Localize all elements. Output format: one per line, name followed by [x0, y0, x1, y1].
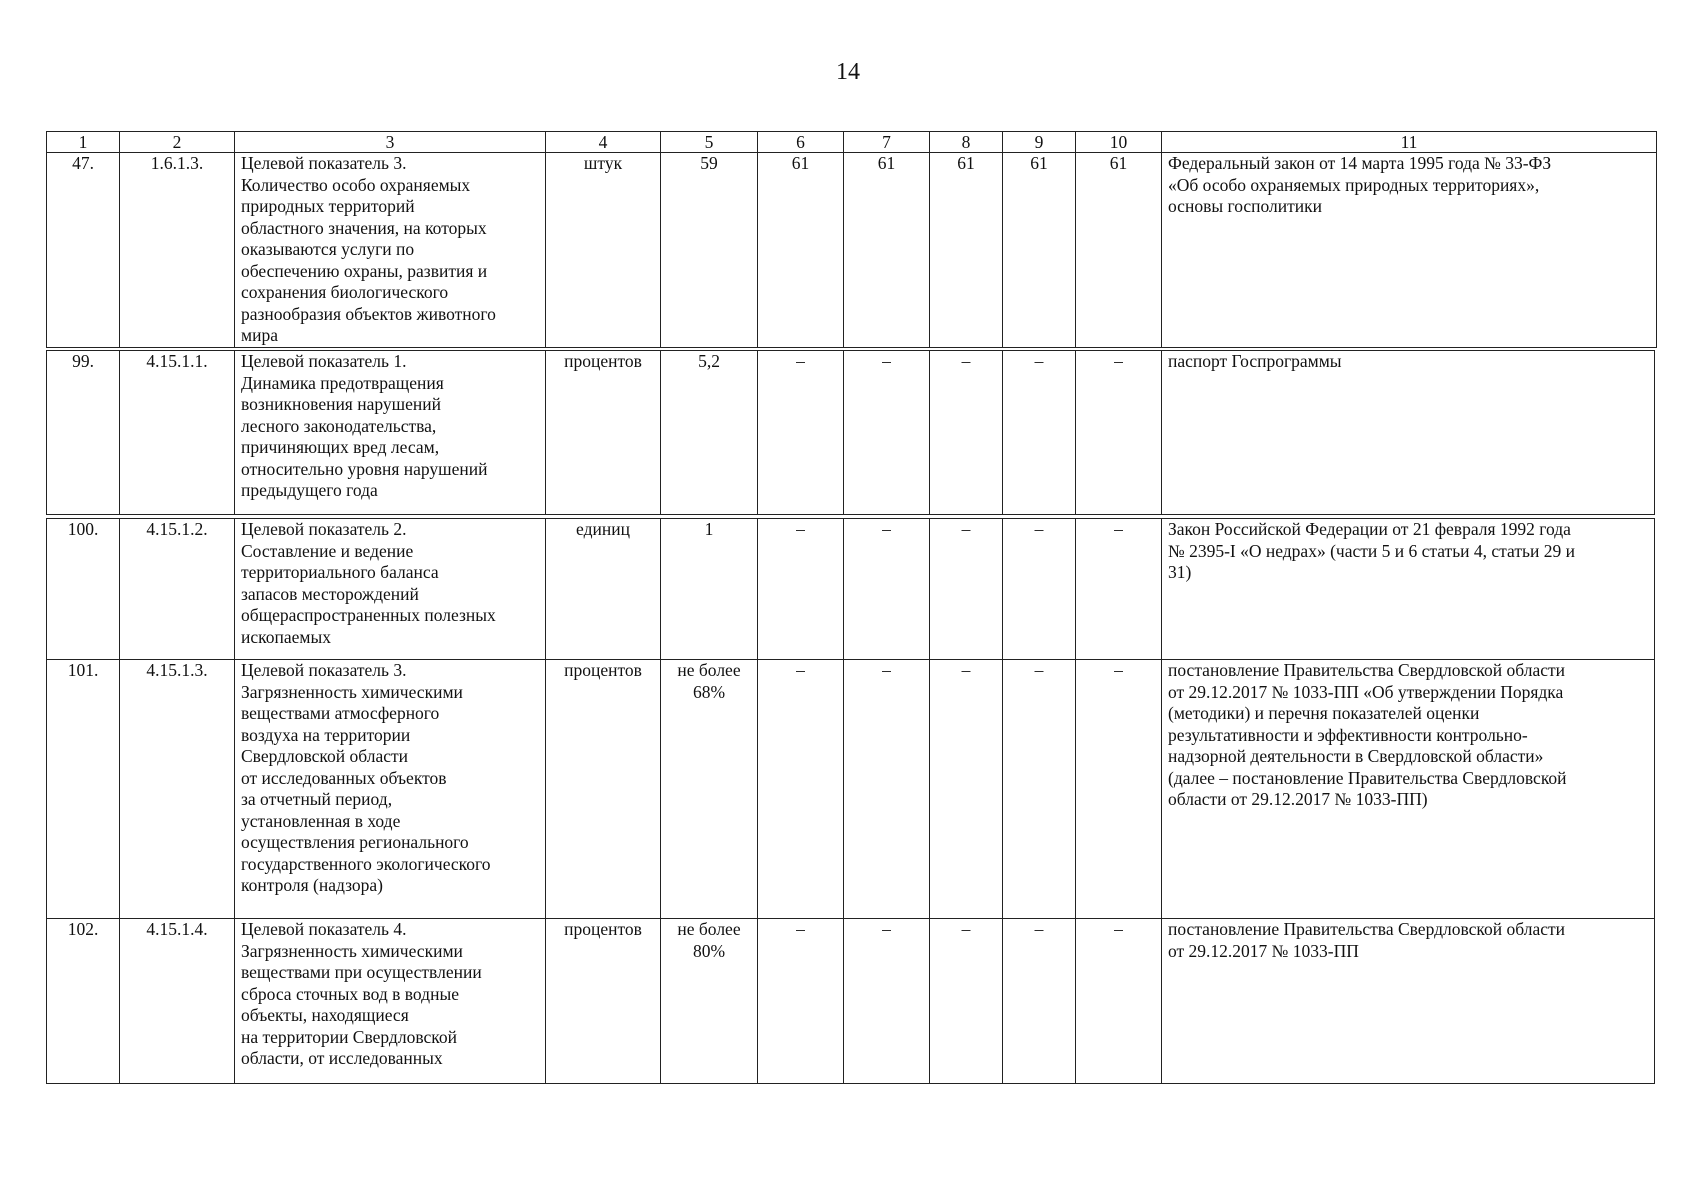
indicator-line: Составление и ведение [241, 540, 414, 561]
value-cell: – [758, 919, 844, 1084]
indicator-line: воздуха на территории [241, 724, 411, 745]
value-cell: – [1076, 919, 1162, 1084]
source-line: (далее – постановление Правительства Свердловской [1168, 767, 1567, 788]
row-number: 99. [47, 351, 120, 515]
value-cell: 61 [1003, 153, 1076, 348]
source-line: результативности и эффективности контрольно- [1168, 724, 1528, 745]
value-cell: 61 [930, 153, 1003, 348]
source-line: постановление Правительства Свердловской области [1168, 660, 1566, 680]
source-line: (методики) и перечня показателей оценки [1168, 703, 1480, 723]
unit-cell: штук [546, 153, 661, 348]
indicator-line: сброса сточных вод в водные [241, 983, 459, 1004]
indicator-line: причиняющих вред лесам, [241, 437, 440, 457]
value-cell: – [1076, 351, 1162, 515]
indicator-line: объекты, находящиеся [241, 1005, 409, 1025]
source-line: постановление Правительства Свердловской области [1168, 919, 1566, 939]
column-header: 11 [1162, 132, 1657, 153]
value-cell: 5,2 [661, 351, 758, 515]
source-line: 31) [1168, 562, 1192, 582]
value-cell: – [844, 660, 930, 919]
column-header: 1 [47, 132, 120, 153]
indicator-line: обеспечению охраны, развития и [241, 260, 488, 281]
row-number: 47. [47, 153, 120, 348]
indicator-text [235, 660, 546, 919]
indicator-line: контроля (надзора) [241, 875, 383, 895]
column-header: 6 [758, 132, 844, 153]
indicator-line: Целевой показатель 2. [241, 519, 407, 539]
column-header: 5 [661, 132, 758, 153]
value-cell: – [1003, 660, 1076, 919]
source-text [1162, 351, 1655, 515]
indicator-line: относительно уровня нарушений [241, 458, 488, 479]
indicator-line: Целевой показатель 3. [241, 660, 407, 680]
source-text [1162, 660, 1655, 919]
value-cell: – [930, 660, 1003, 919]
indicator-line: на территории Свердловской [241, 1026, 457, 1047]
source-line: «Об особо охраняемых природных территориях», [1168, 174, 1540, 195]
unit-cell: единиц [546, 519, 661, 660]
source-line: № 2395-I «О недрах» (части 5 и 6 статьи 4, статьи 29 и [1168, 540, 1575, 561]
row-number: 102. [47, 919, 120, 1084]
value-line: 80% [692, 940, 726, 961]
value-line: не более [677, 919, 741, 939]
table-row [47, 519, 1655, 660]
indicator-line: оказываются услуги по [241, 239, 415, 259]
value-cell: – [844, 351, 930, 515]
column-header: 2 [120, 132, 235, 153]
indicator-line: запасов месторождений [241, 583, 419, 604]
source-line: Федеральный закон от 14 марта 1995 года № 33-ФЗ [1168, 153, 1552, 173]
value-line: 68% [692, 681, 726, 702]
source-line: основы госполитики [1168, 196, 1323, 216]
indicator-line: от исследованных объектов [241, 767, 447, 788]
indicator-line: осуществления регионального [241, 832, 469, 852]
value-cell: – [844, 519, 930, 660]
value-cell: – [1003, 519, 1076, 660]
indicator-line: мира [241, 325, 278, 345]
row-code: 1.6.1.3. [120, 153, 235, 348]
value-cell: 61 [758, 153, 844, 348]
value-cell: – [1003, 351, 1076, 515]
indicator-line: областного значения, на которых [241, 217, 487, 238]
value-cell [661, 660, 758, 919]
table-row [47, 660, 1655, 919]
indicator-line: Загрязненность химическими [241, 681, 463, 702]
source-line: области от 29.12.2017 № 1033-ПП) [1168, 789, 1428, 809]
indicator-line: предыдущего года [241, 480, 378, 500]
indicator-line: ископаемых [241, 626, 331, 647]
indicator-line: общераспространенных полезных [241, 605, 496, 625]
row-code: 4.15.1.4. [120, 919, 235, 1084]
value-cell: – [758, 519, 844, 660]
value-line: не более [677, 660, 741, 680]
column-header: 4 [546, 132, 661, 153]
indicator-line: области, от исследованных [241, 1048, 443, 1068]
row-code: 4.15.1.1. [120, 351, 235, 515]
indicator-line: Целевой показатель 4. [241, 919, 407, 939]
value-cell: – [1076, 519, 1162, 660]
unit-cell: процентов [546, 351, 661, 515]
indicator-line: веществами атмосферного [241, 703, 440, 723]
indicator-line: Целевой показатель 1. [241, 351, 407, 371]
value-cell: – [930, 519, 1003, 660]
value-cell: 61 [844, 153, 930, 348]
column-header: 8 [930, 132, 1003, 153]
indicator-line: возникновения нарушений [241, 394, 441, 414]
source-text [1162, 919, 1655, 1084]
indicator-line: лесного законодательства, [241, 415, 437, 436]
table-row [47, 153, 1657, 348]
indicator-line: сохранения биологического [241, 282, 449, 302]
value-cell: – [758, 660, 844, 919]
indicator-line: за отчетный период, [241, 789, 393, 809]
value-cell: – [844, 919, 930, 1084]
page-number: 14 [836, 59, 860, 85]
value-cell: 59 [661, 153, 758, 348]
column-header: 7 [844, 132, 930, 153]
value-cell: – [930, 351, 1003, 515]
indicators-table-block [46, 350, 1655, 515]
row-number: 101. [47, 660, 120, 919]
table-row [47, 351, 1655, 515]
table-row [47, 919, 1655, 1084]
value-cell: – [1076, 660, 1162, 919]
column-header: 9 [1003, 132, 1076, 153]
value-cell: – [758, 351, 844, 515]
indicators-table-header-block [46, 131, 1657, 348]
value-cell: – [1003, 919, 1076, 1084]
source-text [1162, 153, 1657, 348]
source-line: надзорной деятельности в Свердловской области» [1168, 746, 1544, 766]
value-cell: 1 [661, 519, 758, 660]
indicator-line: установленная в ходе [241, 810, 401, 831]
source-text [1162, 519, 1655, 660]
unit-cell: процентов [546, 660, 661, 919]
indicators-table-block [46, 518, 1655, 1084]
source-line: от 29.12.2017 № 1033-ПП «Об утверждении Порядка [1168, 681, 1564, 702]
row-number: 100. [47, 519, 120, 660]
row-code: 4.15.1.2. [120, 519, 235, 660]
column-number-header-row [47, 132, 1657, 153]
indicator-text [235, 919, 546, 1084]
indicator-text [235, 153, 546, 348]
indicator-text [235, 351, 546, 515]
column-header: 10 [1076, 132, 1162, 153]
indicator-text [235, 519, 546, 660]
value-cell [661, 919, 758, 1084]
value-cell: 61 [1076, 153, 1162, 348]
indicator-line: Целевой показатель 3. [241, 153, 407, 173]
indicator-line: веществами при осуществлении [241, 962, 482, 982]
source-line: паспорт Госпрограммы [1168, 351, 1342, 371]
indicator-line: государственного экологического [241, 853, 491, 874]
row-code: 4.15.1.3. [120, 660, 235, 919]
source-line: Закон Российской Федерации от 21 февраля 1992 года [1168, 519, 1571, 539]
source-line: от 29.12.2017 № 1033-ПП [1168, 940, 1359, 961]
indicator-line: территориального баланса [241, 562, 439, 582]
indicator-line: природных территорий [241, 196, 415, 216]
indicator-line: Свердловской области [241, 746, 409, 766]
column-header: 3 [235, 132, 546, 153]
indicator-line: Динамика предотвращения [241, 372, 444, 393]
indicator-line: Загрязненность химическими [241, 940, 463, 961]
indicator-line: разнообразия объектов животного [241, 303, 496, 324]
value-cell: – [930, 919, 1003, 1084]
indicator-line: Количество особо охраняемых [241, 174, 471, 195]
unit-cell: процентов [546, 919, 661, 1084]
